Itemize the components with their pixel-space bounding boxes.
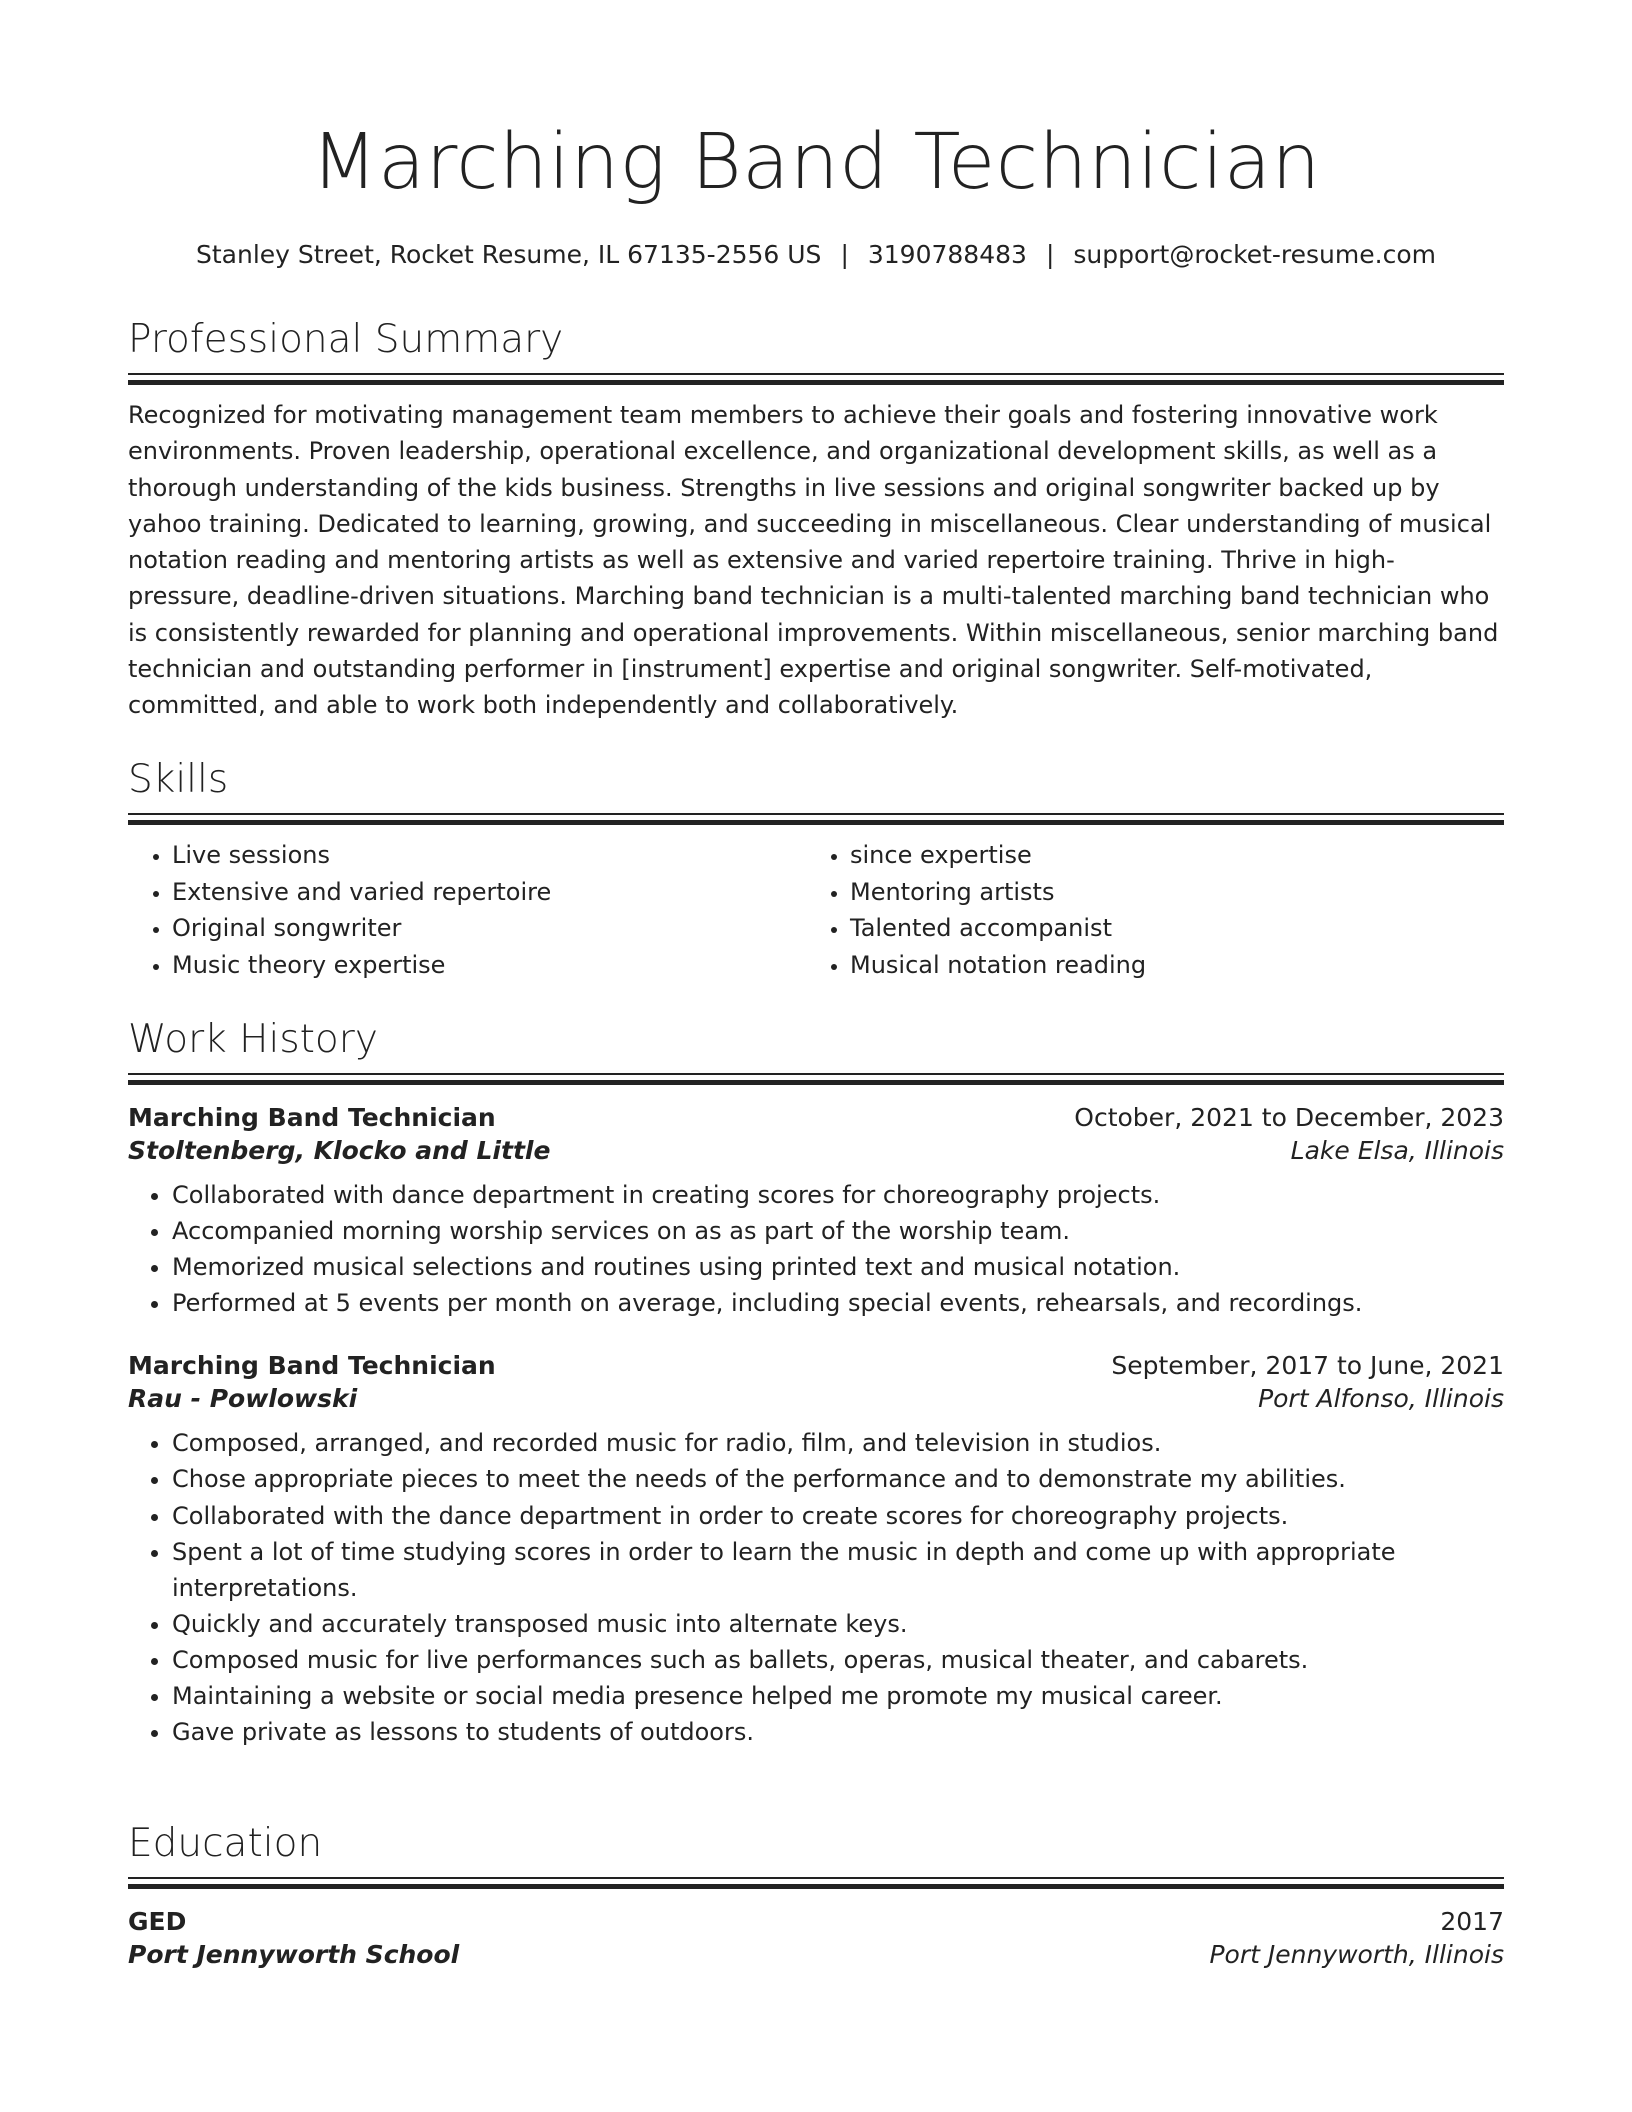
- section-heading: Education: [128, 1821, 323, 1866]
- job-bullet: • Accompanied morning worship services on as as part of the worship team.: [172, 1213, 1504, 1249]
- job-bullet: • Memorized musical selections and routines using printed text and musical notation.: [172, 1249, 1504, 1285]
- job-bullet: • Collaborated with the dance department in order to create scores for choreography projects.: [172, 1498, 1504, 1534]
- job-employer: Stoltenberg, Klocko and Little: [128, 1136, 551, 1165]
- contact-line: [128, 240, 1504, 269]
- resume-title: Marching Band Technician: [311, 118, 1321, 207]
- job-bullets: [128, 1177, 1504, 1321]
- skills-list: [128, 837, 1504, 983]
- job-subheader: [128, 1384, 1504, 1413]
- skills-column-right: [806, 837, 1484, 983]
- skills-section: [128, 758, 1504, 983]
- job-bullet: • Performed at 5 events per month on average, including special events, rehearsals, and recordings.: [172, 1285, 1504, 1321]
- skill-item: • Mentoring artists: [850, 874, 1484, 911]
- job-dates: October, 2021 to December, 2023: [1074, 1103, 1504, 1132]
- skill-item: • Music theory expertise: [172, 947, 806, 984]
- job-bullets: [128, 1425, 1504, 1750]
- education-section: [128, 1822, 1504, 1969]
- education-header: [128, 1907, 1504, 1936]
- job-subheader: [128, 1136, 1504, 1165]
- skill-item: • since expertise: [850, 837, 1484, 874]
- job-dates: September, 2017 to June, 2021: [1111, 1351, 1504, 1381]
- contact-separator: |: [840, 240, 849, 269]
- job-bullet: • Composed music for live performances such as ballets, operas, musical theater, and cabarets.: [172, 1642, 1504, 1678]
- job-header: [128, 1103, 1504, 1132]
- section-rule: [128, 373, 1504, 385]
- skills-column-left: [128, 837, 806, 983]
- job-entry: [128, 1351, 1504, 1750]
- education-degree: GED: [128, 1907, 187, 1936]
- section-heading: Professional Summary: [128, 317, 564, 362]
- job-title: Marching Band Technician: [128, 1103, 496, 1132]
- job-bullet: • Maintaining a website or social media presence helped me promote my musical career.: [172, 1678, 1504, 1714]
- skill-item: • Musical notation reading: [850, 947, 1484, 984]
- job-entry: [128, 1103, 1504, 1321]
- education-year: 2017: [1440, 1907, 1504, 1936]
- job-bullet: • Composed, arranged, and recorded music for radio, film, and television in studios.: [172, 1425, 1504, 1461]
- education-entry: [128, 1907, 1504, 1969]
- skill-item: • Extensive and varied repertoire: [172, 874, 806, 911]
- job-location: Port Alfonso, Illinois: [1258, 1384, 1504, 1414]
- section-rule: [128, 1073, 1504, 1085]
- summary-section: [128, 318, 1504, 724]
- contact-separator: |: [1045, 240, 1055, 269]
- section-heading: Work History: [128, 1017, 378, 1062]
- job-title: Marching Band Technician: [128, 1351, 496, 1381]
- work-history-section: [128, 1018, 1504, 1750]
- contact-phone: 3190788483: [867, 240, 1027, 269]
- education-subheader: [128, 1940, 1504, 1969]
- section-rule: [128, 813, 1504, 825]
- job-bullet: • Quickly and accurately transposed music into alternate keys.: [172, 1606, 1504, 1642]
- job-bullet: • Chose appropriate pieces to meet the needs of the performance and to demonstrate my abilities.: [172, 1461, 1504, 1497]
- contact-email: support@rocket-resume.com: [1073, 240, 1436, 269]
- job-header: [128, 1351, 1504, 1380]
- education-location: Port Jennyworth, Illinois: [1209, 1940, 1504, 1969]
- summary-text: Recognized for motivating management team members to achieve their goals and fostering innovative work environments. Proven leadership, operational excellence, and organizational development skills, as well as a thorough understanding of the kids business. Strengths in live sessions and original songwriter backed up by yahoo training. Dedicated to learning, growing, and succeeding in miscellaneous. Clear understanding of musical notation reading and mentoring artists as well as extensive and varied repertoire training. Thrive in high-pressure, deadline-driven situations. Marching band technician is a multi-talented marching band technician who is consistently rewarded for planning and operational improvements. Within miscellaneous, senior marching band technician and outstanding performer in [instrument] expertise and original songwriter. Self-motivated, committed, and able to work both independently and collaboratively.: [128, 401, 1499, 720]
- job-employer: Rau - Powlowski: [128, 1384, 358, 1414]
- job-bullet: • Collaborated with dance department in creating scores for choreography projects.: [172, 1177, 1504, 1213]
- skill-item: • Original songwriter: [172, 910, 806, 947]
- job-bullet: • Gave private as lessons to students of outdoors.: [172, 1714, 1504, 1750]
- section-heading: Skills: [128, 757, 229, 802]
- education-school: Port Jennyworth School: [128, 1940, 460, 1969]
- job-bullet: • Spent a lot of time studying scores in order to learn the music in depth and come up with appropriate interpretations.: [172, 1534, 1504, 1606]
- skill-item: • Live sessions: [172, 837, 806, 874]
- contact-address: Stanley Street, Rocket Resume, IL 67135-2556 US: [196, 240, 822, 269]
- skill-item: • Talented accompanist: [850, 910, 1484, 947]
- job-location: Lake Elsa, Illinois: [1290, 1136, 1504, 1165]
- section-rule: [128, 1877, 1504, 1889]
